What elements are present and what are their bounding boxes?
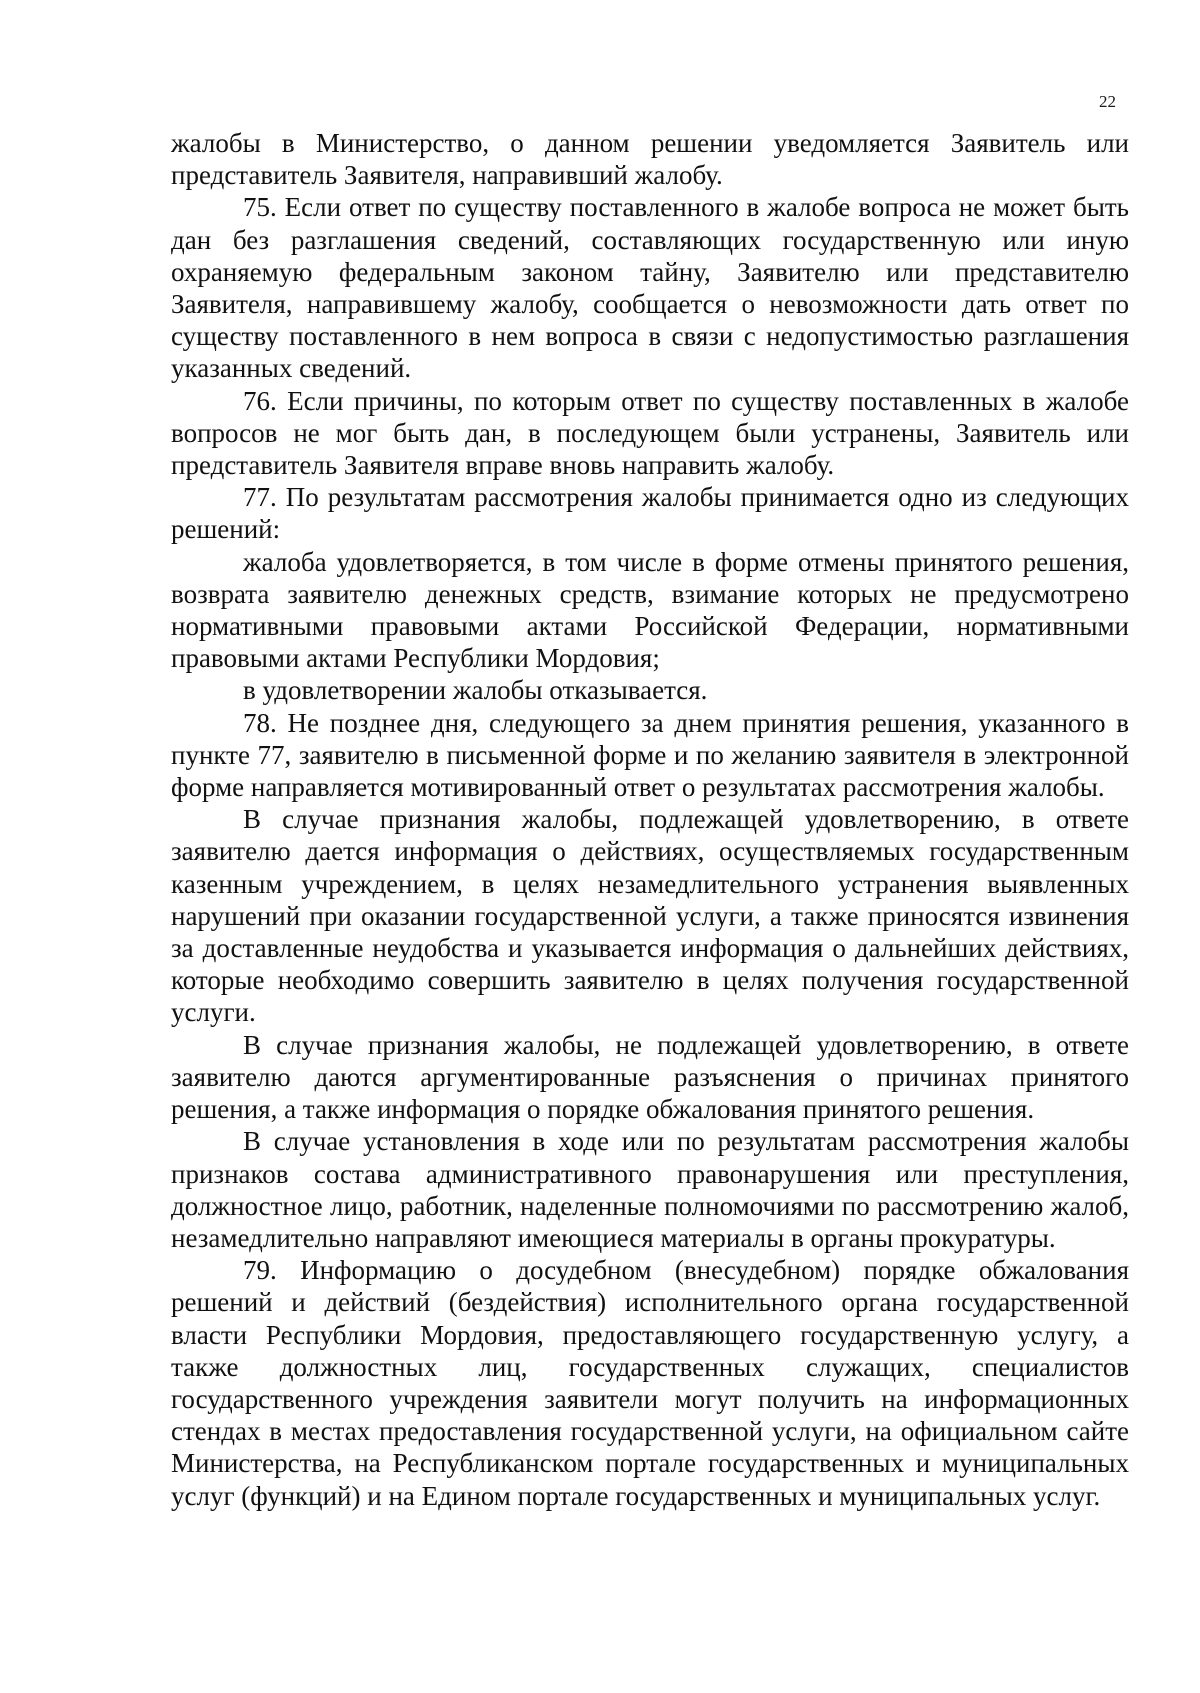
paragraph-item-79: 79. Информацию о досудебном (внесудебном) порядке обжалования решений и действий (бездействия) исполнительного органа государственной власти Республики Мордовия, предоставляющего государственную услугу, а также должностных лиц, государственных служащих, специалистов государственного учреждения заявители могут получить на информационных стендах в местах предоставления государственной услуги, на официальном сайте Министерства, на Республиканском портале государственных и муниципальных услуг (функций) и на Едином портале государственных и муниципальных услуг.: [171, 1255, 1129, 1511]
page-number: 22: [1099, 92, 1116, 111]
paragraph-item-78: 78. Не позднее дня, следующего за днем принятия решения, указанного в пункте 77, заявителю в письменной форме и по желанию заявителя в электронной форме направляется мотивированный ответ о результатах рассмотрения жалобы.: [171, 707, 1129, 803]
paragraph-prosecution: В случае установления в ходе или по результатам рассмотрения жалобы признаков состава административного правонарушения или преступления, должностное лицо, работник, наделенные полномочиями по рассмотрению жалоб, незамедлительно направляют имеющиеся материалы в органы прокуратуры.: [171, 1126, 1129, 1253]
paragraph-item-77: 77. По результатам рассмотрения жалобы принимается одно из следующих решений:: [171, 482, 1129, 545]
paragraph-item-76: 76. Если причины, по которым ответ по существу поставленных в жалобе вопросов не мог быть дан, в последующем были устранены, Заявитель или представитель Заявителя вправе вновь направить жалобу.: [171, 385, 1129, 481]
paragraph-continuation: жалобы в Министерство, о данном решении уведомляется Заявитель или представитель Заявителя, направивший жалобу.: [171, 128, 1129, 191]
paragraph-decision-satisfied: жалоба удовлетворяется, в том числе в форме отмены принятого решения, возврата заявителю денежных средств, взимание которых не предусмотрено нормативными правовыми актами Российской Федерации, нормативными правовыми актами Республики Мордовия;: [171, 546, 1129, 674]
paragraph-complaint-not-satisfied: В случае признания жалобы, не подлежащей удовлетворению, в ответе заявителю даются аргументированные разъяснения о причинах принятого решения, а также информация о порядке обжалования принятого решения.: [171, 1029, 1129, 1125]
document-body: [171, 127, 1129, 1512]
paragraph-complaint-satisfied: В случае признания жалобы, подлежащей удовлетворению, в ответе заявителю дается информация о действиях, осуществляемых государственным казенным учреждением, в целях незамедлительного устранения выявленных нарушений при оказании государственной услуги, а также приносятся извинения за доставленные неудобства и указывается информация о дальнейших действиях, которые необходимо совершить заявителю в целях получения государственной услуги.: [171, 804, 1129, 1028]
paragraph-item-75: 75. Если ответ по существу поставленного в жалобе вопроса не может быть дан без разглашения сведений, составляющих государственную или иную охраняемую федеральным законом тайну, Заявителю или представителю Заявителя, направившему жалобу, сообщается о невозможности дать ответ по существу поставленного в нем вопроса в связи с недопустимостью разглашения указанных сведений.: [171, 192, 1129, 384]
paragraph-decision-refused: в удовлетворении жалобы отказывается.: [243, 675, 708, 706]
